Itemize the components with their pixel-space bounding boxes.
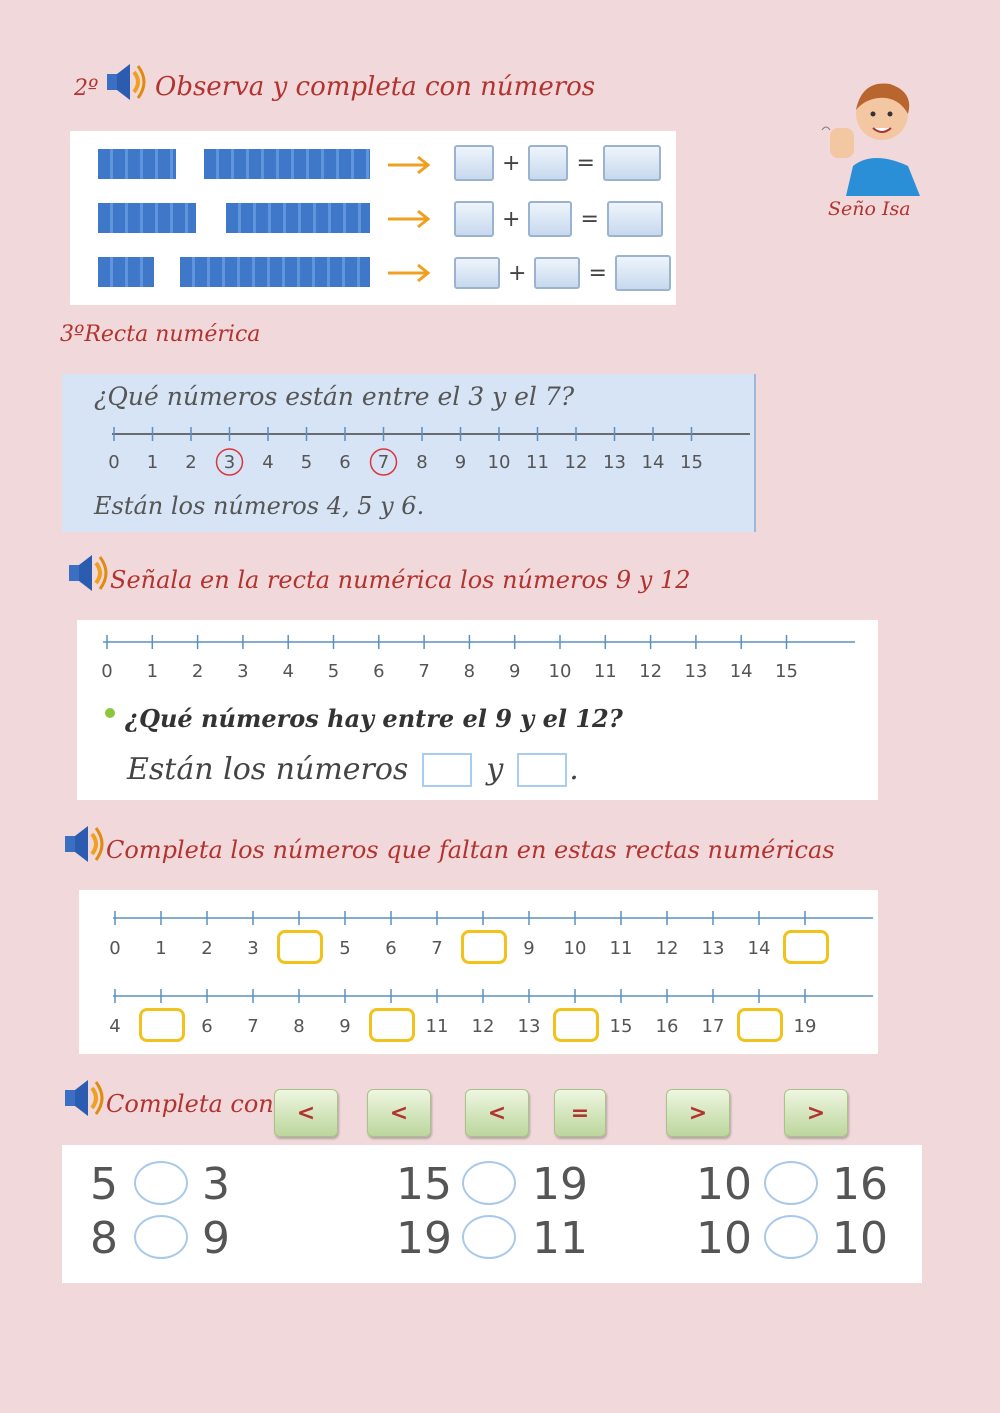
teacher-illustration: [818, 70, 928, 200]
tick-label: 10: [548, 661, 572, 682]
tick-label: 8: [463, 661, 476, 682]
tick-label: 10: [487, 452, 511, 473]
compare-number: 10: [832, 1213, 888, 1264]
teacher-caption: Seño Isa: [828, 198, 911, 220]
compare-answer-oval[interactable]: [134, 1215, 188, 1259]
example-panel: [62, 374, 756, 532]
tick-label: 11: [609, 938, 633, 959]
speaker-icon[interactable]: [104, 60, 148, 104]
compare-answer-oval[interactable]: [764, 1161, 818, 1205]
tick-label: 7: [418, 661, 430, 682]
compare-answer-oval[interactable]: [134, 1161, 188, 1205]
compare-number: 19: [532, 1159, 588, 1210]
compare-answer-oval[interactable]: [462, 1215, 516, 1259]
tick-label: 15: [609, 1016, 633, 1037]
less-than-button[interactable]: <: [367, 1089, 431, 1137]
tick-label: 0: [108, 452, 120, 473]
compare-number: 19: [396, 1213, 452, 1264]
missing-number-box[interactable]: [737, 1008, 783, 1042]
answer-box[interactable]: [615, 255, 671, 291]
plus-sign: +: [502, 206, 521, 232]
speaker-icon[interactable]: [62, 822, 106, 866]
tick-label: 0: [101, 661, 113, 682]
mark-question: ¿Qué números hay entre el 9 y el 12?: [125, 704, 623, 733]
compare-number: 10: [696, 1213, 752, 1264]
tick-label: 13: [684, 661, 708, 682]
compare-panel: [62, 1145, 922, 1283]
answer-box[interactable]: [454, 201, 494, 237]
equals-button[interactable]: =: [554, 1089, 606, 1137]
compare-number: 8: [90, 1213, 118, 1264]
mark-panel: [77, 620, 878, 800]
compare-answer-oval[interactable]: [764, 1215, 818, 1259]
compare-number: 5: [90, 1159, 118, 1210]
tick-label: 4: [262, 452, 274, 473]
equation-row: [454, 145, 661, 181]
section-number: 2º: [74, 76, 99, 101]
plus-sign: +: [508, 260, 527, 286]
tick-label: 13: [517, 1016, 541, 1037]
tick-label: 2: [191, 661, 204, 682]
compare-number: 3: [202, 1159, 230, 1210]
greater-than-button[interactable]: >: [784, 1089, 848, 1137]
mark-title: Señala en la recta numérica los números 9 y 12: [110, 566, 691, 594]
tick-label: 11: [425, 1016, 449, 1037]
tick-label: 16: [655, 1016, 679, 1037]
block-group: [180, 257, 370, 287]
answer-box[interactable]: [528, 145, 568, 181]
tick-label: 9: [339, 1016, 351, 1037]
compare-number: 16: [832, 1159, 888, 1210]
teacher-avatar: [818, 70, 928, 200]
tick-label: 4: [109, 1016, 121, 1037]
tick-label: 1: [146, 452, 159, 473]
answer-box[interactable]: [517, 753, 567, 787]
tick-label: 10: [563, 938, 587, 959]
tick-label: 0: [109, 938, 121, 959]
tick-label: 2: [185, 452, 197, 473]
tick-label: 5: [327, 661, 340, 682]
answer-box[interactable]: [454, 257, 500, 289]
missing-number-box[interactable]: [139, 1008, 185, 1042]
less-than-button[interactable]: <: [465, 1089, 529, 1137]
tick-label: 5: [339, 938, 351, 959]
block-group: [226, 203, 370, 233]
tick-label: 14: [747, 938, 771, 959]
mark-answer-end: .: [569, 752, 579, 787]
tick-label: 4: [282, 661, 294, 682]
tick-label: 5: [300, 452, 313, 473]
bullet-dot: [105, 708, 115, 718]
answer-box[interactable]: [607, 201, 663, 237]
missing-number-box[interactable]: [369, 1008, 415, 1042]
speaker-icon[interactable]: [66, 551, 110, 595]
tick-label: 6: [373, 661, 385, 682]
example-number-line: [62, 374, 754, 484]
missing-number-box[interactable]: [783, 930, 829, 964]
example-question: ¿Qué números están entre el 3 y el 7?: [94, 382, 575, 411]
compare-number: 10: [696, 1159, 752, 1210]
tick-label: 15: [680, 452, 703, 473]
tick-label: 14: [641, 452, 665, 473]
missing-number-box[interactable]: [553, 1008, 599, 1042]
tick-label: 7: [377, 452, 390, 473]
tick-label: 11: [593, 661, 617, 682]
tick-label: 12: [639, 661, 663, 682]
compare-number: 9: [202, 1213, 230, 1264]
tick-label: 12: [564, 452, 588, 473]
tick-label: 7: [431, 938, 443, 959]
mark-answer-prefix: Están los números: [127, 752, 409, 787]
tick-label: 19: [793, 1016, 817, 1037]
tick-label: 9: [508, 661, 521, 682]
tick-label: 8: [416, 452, 428, 473]
equation-row: [454, 201, 663, 237]
tick-label: 13: [701, 938, 725, 959]
tick-label: 1: [155, 938, 167, 959]
tick-label: 8: [293, 1016, 305, 1037]
compare-answer-oval[interactable]: [462, 1161, 516, 1205]
tick-label: 14: [729, 661, 753, 682]
answer-box[interactable]: [454, 145, 494, 181]
tick-label: 12: [655, 938, 679, 959]
compare-number: 15: [396, 1159, 452, 1210]
equals-sign: =: [588, 260, 607, 286]
equals-sign: =: [580, 206, 599, 232]
tick-label: 1: [146, 661, 159, 682]
example-answer: Están los números 4, 5 y 6.: [94, 492, 425, 520]
block-group: [98, 257, 154, 287]
tick-label: 6: [201, 1016, 213, 1037]
compare-number: 11: [532, 1213, 588, 1264]
mark-number-line[interactable]: [77, 620, 878, 690]
tick-label: 6: [385, 938, 397, 959]
missing-panel: [79, 890, 878, 1054]
answer-box[interactable]: [534, 257, 580, 289]
less-than-button[interactable]: <: [274, 1089, 338, 1137]
block-group: [98, 149, 176, 179]
tick-label: 3: [237, 661, 249, 682]
tick-label: 11: [526, 452, 549, 473]
answer-box[interactable]: [528, 201, 572, 237]
tick-label: 17: [701, 1016, 725, 1037]
compare-title: Completa con: [106, 1090, 274, 1118]
block-group: [98, 203, 196, 233]
speaker-icon[interactable]: [62, 1076, 106, 1120]
mark-answer: [127, 752, 579, 787]
equation-row: [454, 255, 671, 291]
greater-than-button[interactable]: >: [666, 1089, 730, 1137]
missing-title: Completa los números que faltan en estas rectas numéricas: [106, 836, 835, 864]
answer-box[interactable]: [603, 145, 661, 181]
tick-label: 7: [247, 1016, 259, 1037]
tick-label: 3: [223, 452, 236, 473]
mark-answer-joiner: y: [486, 752, 504, 787]
answer-box[interactable]: [422, 753, 472, 787]
tick-label: 12: [471, 1016, 495, 1037]
missing-number-box[interactable]: [277, 930, 323, 964]
tick-label: 13: [603, 452, 626, 473]
section3-title: 3ºRecta numérica: [60, 322, 261, 347]
arrow-icons: [386, 151, 434, 301]
tick-label: 9: [454, 452, 467, 473]
plus-sign: +: [502, 150, 521, 176]
missing-number-box[interactable]: [461, 930, 507, 964]
block-group: [204, 149, 370, 179]
tick-label: 9: [523, 938, 535, 959]
section-title: Observa y completa con números: [155, 72, 596, 102]
tick-label: 3: [247, 938, 259, 959]
tick-label: 6: [339, 452, 351, 473]
tick-label: 15: [775, 661, 798, 682]
equals-sign: =: [576, 150, 595, 176]
tick-label: 2: [201, 938, 213, 959]
blocks-panel: [70, 131, 676, 305]
